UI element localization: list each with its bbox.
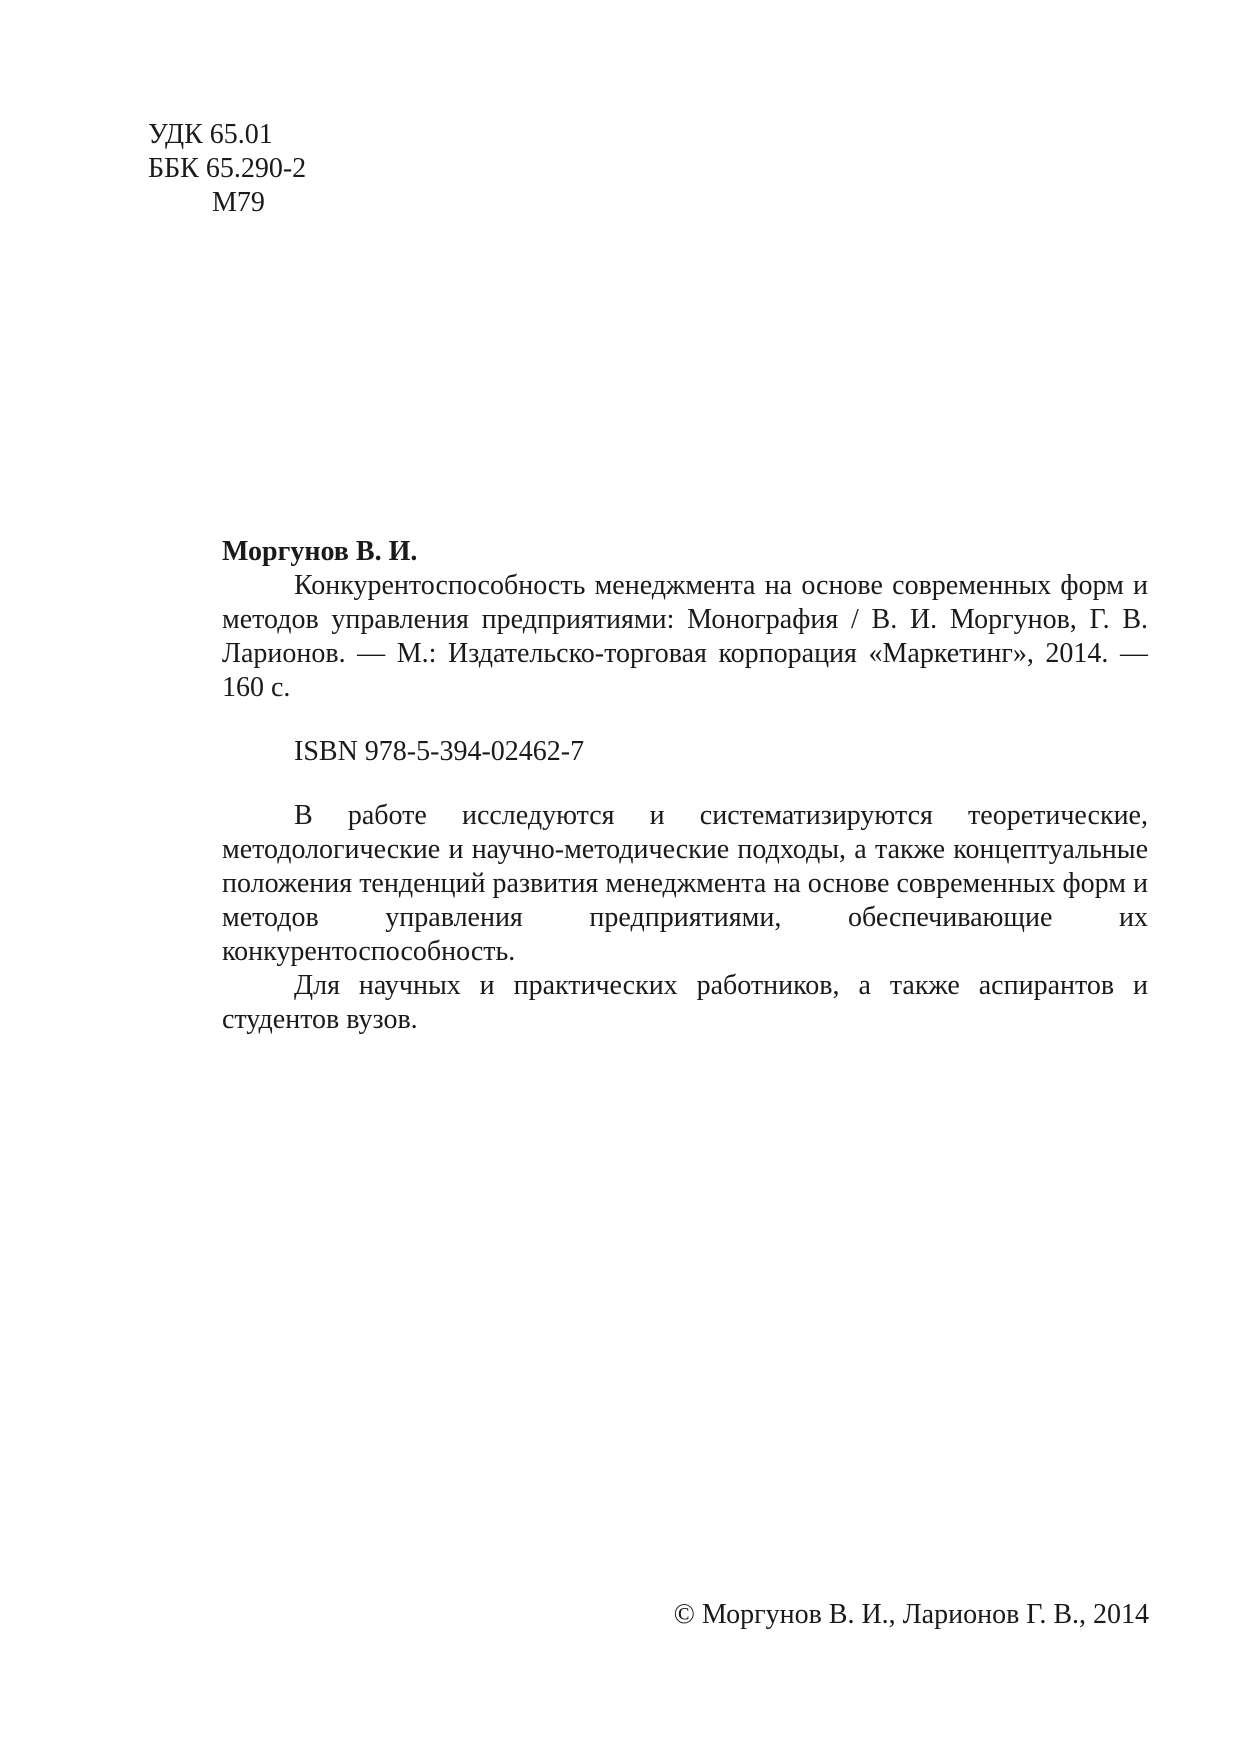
isbn: ISBN 978-5-394-02462-7	[294, 736, 585, 767]
annotation-audience: Для научных и практических работников, а также аспирантов и студентов вузов.	[222, 970, 1148, 1035]
copyright-notice: © Моргунов В. И., Ларионов Г. В., 2014	[673, 1599, 1149, 1630]
annotation-paragraph: В работе исследуются и систематизируются теоретические, методологические и научно-методические подходы, а также концептуальные положения тенденций развития менеджмента на основе современных форм и методов управления предприятиями, обеспечивающие их конкурентоспособность.	[222, 800, 1148, 967]
bbk-code: ББК 65.290-2	[148, 153, 307, 184]
record-author: Моргунов В. И.	[222, 536, 418, 567]
classification-block	[148, 118, 306, 220]
record-description: Конкурентоспособность менеджмента на основе современных форм и методов управления предприятиями: Монография / В. И. Моргунов, Г. В. Ларионов. — М.: Издательско-торговая корпорация «Маркетинг», 2014. — 160 с.	[222, 570, 1148, 703]
udk-code: УДК 65.01	[148, 119, 273, 150]
bibliographic-record	[222, 535, 1148, 1037]
author-mark: М79	[212, 187, 265, 218]
annotation	[222, 799, 1148, 1037]
